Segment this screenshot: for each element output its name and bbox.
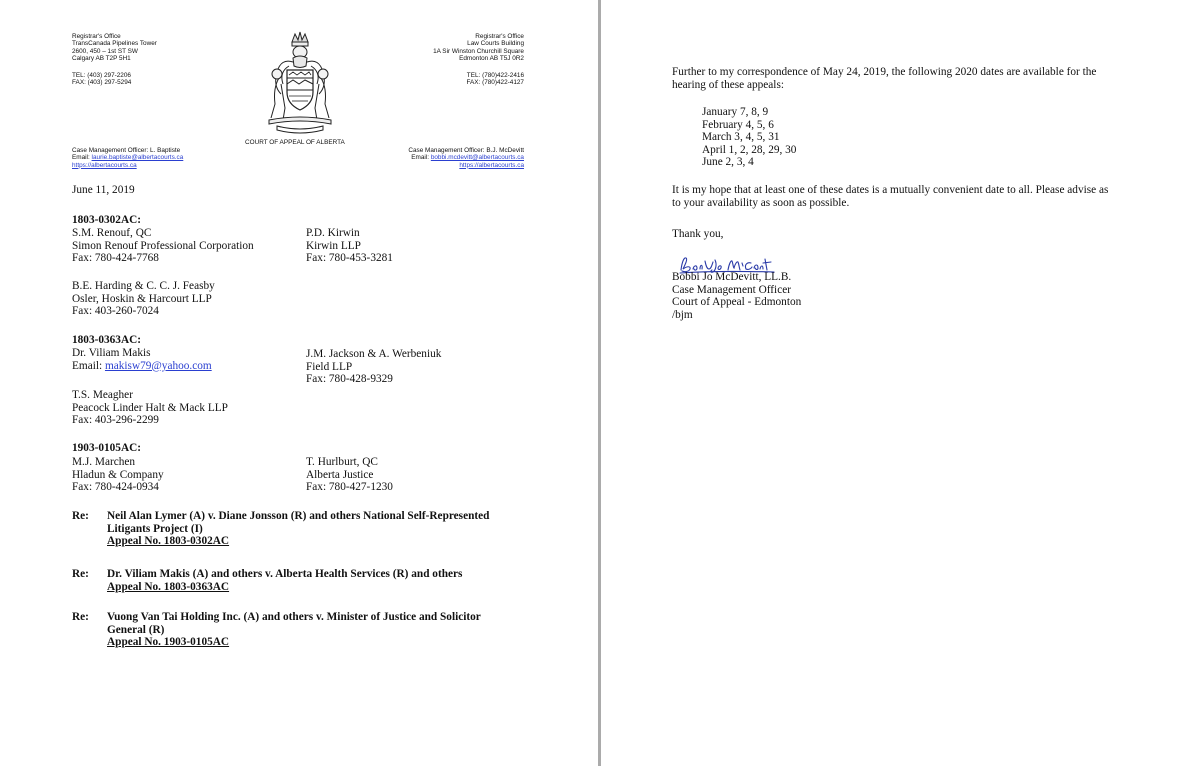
calgary-office-line: Calgary AB T2P 5H1 xyxy=(72,54,131,62)
date-item: April 1, 2, 28, 29, 30 xyxy=(702,143,797,156)
re-style-of-cause: Dr. Viliam Makis (A) and others v. Alberta Health Services (R) and others xyxy=(107,568,463,580)
appeal-number-1: Appeal No. 1803-0302AC xyxy=(107,535,230,548)
signatory-title: Case Management Officer xyxy=(672,283,791,296)
counsel-line: B.E. Harding & C. C. J. Feasby xyxy=(72,280,215,292)
counsel-line: Alberta Justice xyxy=(306,468,374,481)
counsel-line: Fax: 403-260-7024 xyxy=(72,305,159,318)
counsel-line: J.M. Jackson & A. Werbeniuk xyxy=(306,348,442,360)
counsel-line: Fax: 780-424-0934 xyxy=(72,481,159,494)
edmonton-fax: FAX: (780)422-4127 xyxy=(466,79,524,87)
date-item: June 2, 3, 4 xyxy=(702,156,754,169)
counsel-line: P.D. Kirwin xyxy=(306,227,360,239)
case3-counsel-left xyxy=(72,456,164,494)
typist-initials: /bjm xyxy=(672,308,693,321)
counsel-line: Fax: 403-296-2299 xyxy=(72,414,159,427)
calgary-case-officer: Case Management Officer: L. Baptiste xyxy=(72,147,181,154)
date-item: January 7, 8, 9 xyxy=(702,106,769,118)
date-item: February 4, 5, 6 xyxy=(702,118,774,131)
calgary-office-address xyxy=(72,33,157,62)
signature-block xyxy=(672,271,801,321)
appeal-number-3: Appeal No. 1903-0105AC xyxy=(107,636,230,649)
counsel-line: Fax: 780-424-7768 xyxy=(72,252,159,265)
alberta-coat-of-arms-icon xyxy=(259,28,341,136)
case2-counsel-right xyxy=(306,348,441,386)
counsel-line: T. Hurlburt, QC xyxy=(306,456,378,468)
counsel-email-row xyxy=(72,360,212,373)
letter-date: June 11, 2019 xyxy=(72,184,135,196)
edmonton-office-contact xyxy=(466,72,524,87)
counsel-line: Osler, Hoskin & Harcourt LLP xyxy=(72,292,212,305)
counsel-line: Dr. Viliam Makis xyxy=(72,347,151,359)
edmonton-office-line: 1A Sir Winston Churchill Square xyxy=(433,47,524,55)
counsel-line: Fax: 780-453-3281 xyxy=(306,252,393,265)
edmonton-case-officer-block xyxy=(408,147,524,169)
case3-counsel-right xyxy=(306,456,393,494)
closing: Thank you, xyxy=(672,228,724,240)
counsel-line: Fax: 780-428-9329 xyxy=(306,373,393,386)
counsel-line: Peacock Linder Halt & Mack LLP xyxy=(72,401,228,414)
letter-page-2 xyxy=(601,0,1200,766)
paragraph-line: It is my hope that at least one of these dates is a mutually convenient date to all. Please advise as xyxy=(672,184,1109,196)
calgary-email-row xyxy=(72,154,183,161)
makis-email-link[interactable]: makisw79@yahoo.com xyxy=(104,359,212,372)
calgary-website-link[interactable]: https://albertacourts.ca xyxy=(72,161,137,169)
edmonton-email-link[interactable]: bobbi.mcdevitt@albertacourts.ca xyxy=(430,154,524,162)
edmonton-tel: TEL: (780)422-2416 xyxy=(466,72,524,79)
case1-counsel-right xyxy=(306,227,393,265)
paragraph-line: Further to my correspondence of May 24, 2019, the following 2020 dates are available for the xyxy=(672,66,1097,78)
re-block-3 xyxy=(107,611,481,649)
re-label-3: Re: xyxy=(72,611,89,623)
re-style-of-cause: Vuong Van Tai Holding Inc. (A) and others v. Minister of Justice and Solicitor xyxy=(107,611,481,623)
re-style-of-cause: Neil Alan Lymer (A) v. Diane Jonsson (R) and others National Self-Represented xyxy=(107,510,490,522)
calgary-office-contact xyxy=(72,72,131,87)
case-number-1: 1803-0302AC: xyxy=(72,214,142,226)
signatory-office: Court of Appeal - Edmonton xyxy=(672,296,802,309)
calgary-office-line: 2600, 450 – 1st ST SW xyxy=(72,47,138,55)
email-label: Email: xyxy=(72,359,103,372)
counsel-line: T.S. Meagher xyxy=(72,389,133,401)
intro-paragraph xyxy=(672,66,1096,91)
calgary-office-line: TransCanada Pipelines Tower xyxy=(72,40,157,48)
edmonton-office-address xyxy=(433,33,524,62)
counsel-line: M.J. Marchen xyxy=(72,456,136,468)
re-style-of-cause: Litigants Project (I) xyxy=(107,522,203,535)
court-name: COURT OF APPEAL OF ALBERTA xyxy=(245,139,345,146)
counsel-line: S.M. Renouf, QC xyxy=(72,227,152,239)
counsel-line: Field LLP xyxy=(306,360,353,373)
case2-counsel-left-2 xyxy=(72,389,228,427)
re-label-1: Re: xyxy=(72,510,89,522)
re-label-2: Re: xyxy=(72,568,89,580)
letter-page-1 xyxy=(0,0,598,766)
email-label: Email: xyxy=(72,154,90,162)
edmonton-case-officer: Case Management Officer: B.J. McDevitt xyxy=(408,147,524,154)
re-block-2 xyxy=(107,568,462,593)
re-block-1 xyxy=(107,510,489,548)
calgary-tel: TEL: (403) 297-2206 xyxy=(72,72,131,79)
paragraph-line: to your availability as soon as possible. xyxy=(672,196,850,209)
case-number-3: 1903-0105AC: xyxy=(72,442,142,454)
counsel-line: Simon Renouf Professional Corporation xyxy=(72,239,254,252)
re-style-of-cause: General (R) xyxy=(107,623,165,636)
appeal-number-2: Appeal No. 1803-0363AC xyxy=(107,580,230,593)
calgary-email-link[interactable]: laurie.baptiste@albertacourts.ca xyxy=(91,154,184,162)
paragraph-line: hearing of these appeals: xyxy=(672,78,784,91)
calgary-case-officer-block xyxy=(72,147,183,169)
available-dates-list xyxy=(702,106,796,169)
counsel-line: Fax: 780-427-1230 xyxy=(306,481,393,494)
calgary-fax: FAX: (403) 297-5294 xyxy=(72,79,132,87)
edmonton-office-line: Law Courts Building xyxy=(467,40,524,48)
case-number-2: 1803-0363AC: xyxy=(72,334,142,346)
edmonton-email-row xyxy=(408,154,524,161)
edmonton-office-line: Registrar's Office xyxy=(475,33,524,40)
counsel-line: Kirwin LLP xyxy=(306,239,361,252)
date-item: March 3, 4, 5, 31 xyxy=(702,131,780,144)
edmonton-office-line: Edmonton AB T5J 0R2 xyxy=(459,54,524,62)
edmonton-website-link[interactable]: https://albertacourts.ca xyxy=(459,161,524,169)
counsel-line: Hladun & Company xyxy=(72,468,164,481)
signatory-name: Bobbi Jo McDevitt, LL.B. xyxy=(672,271,792,283)
case2-counsel-left xyxy=(72,347,212,372)
case1-counsel-left-2 xyxy=(72,280,215,318)
calgary-office-line: Registrar's Office xyxy=(72,33,121,40)
email-label: Email: xyxy=(411,154,430,162)
availability-paragraph xyxy=(672,184,1108,209)
case1-counsel-left xyxy=(72,227,254,265)
